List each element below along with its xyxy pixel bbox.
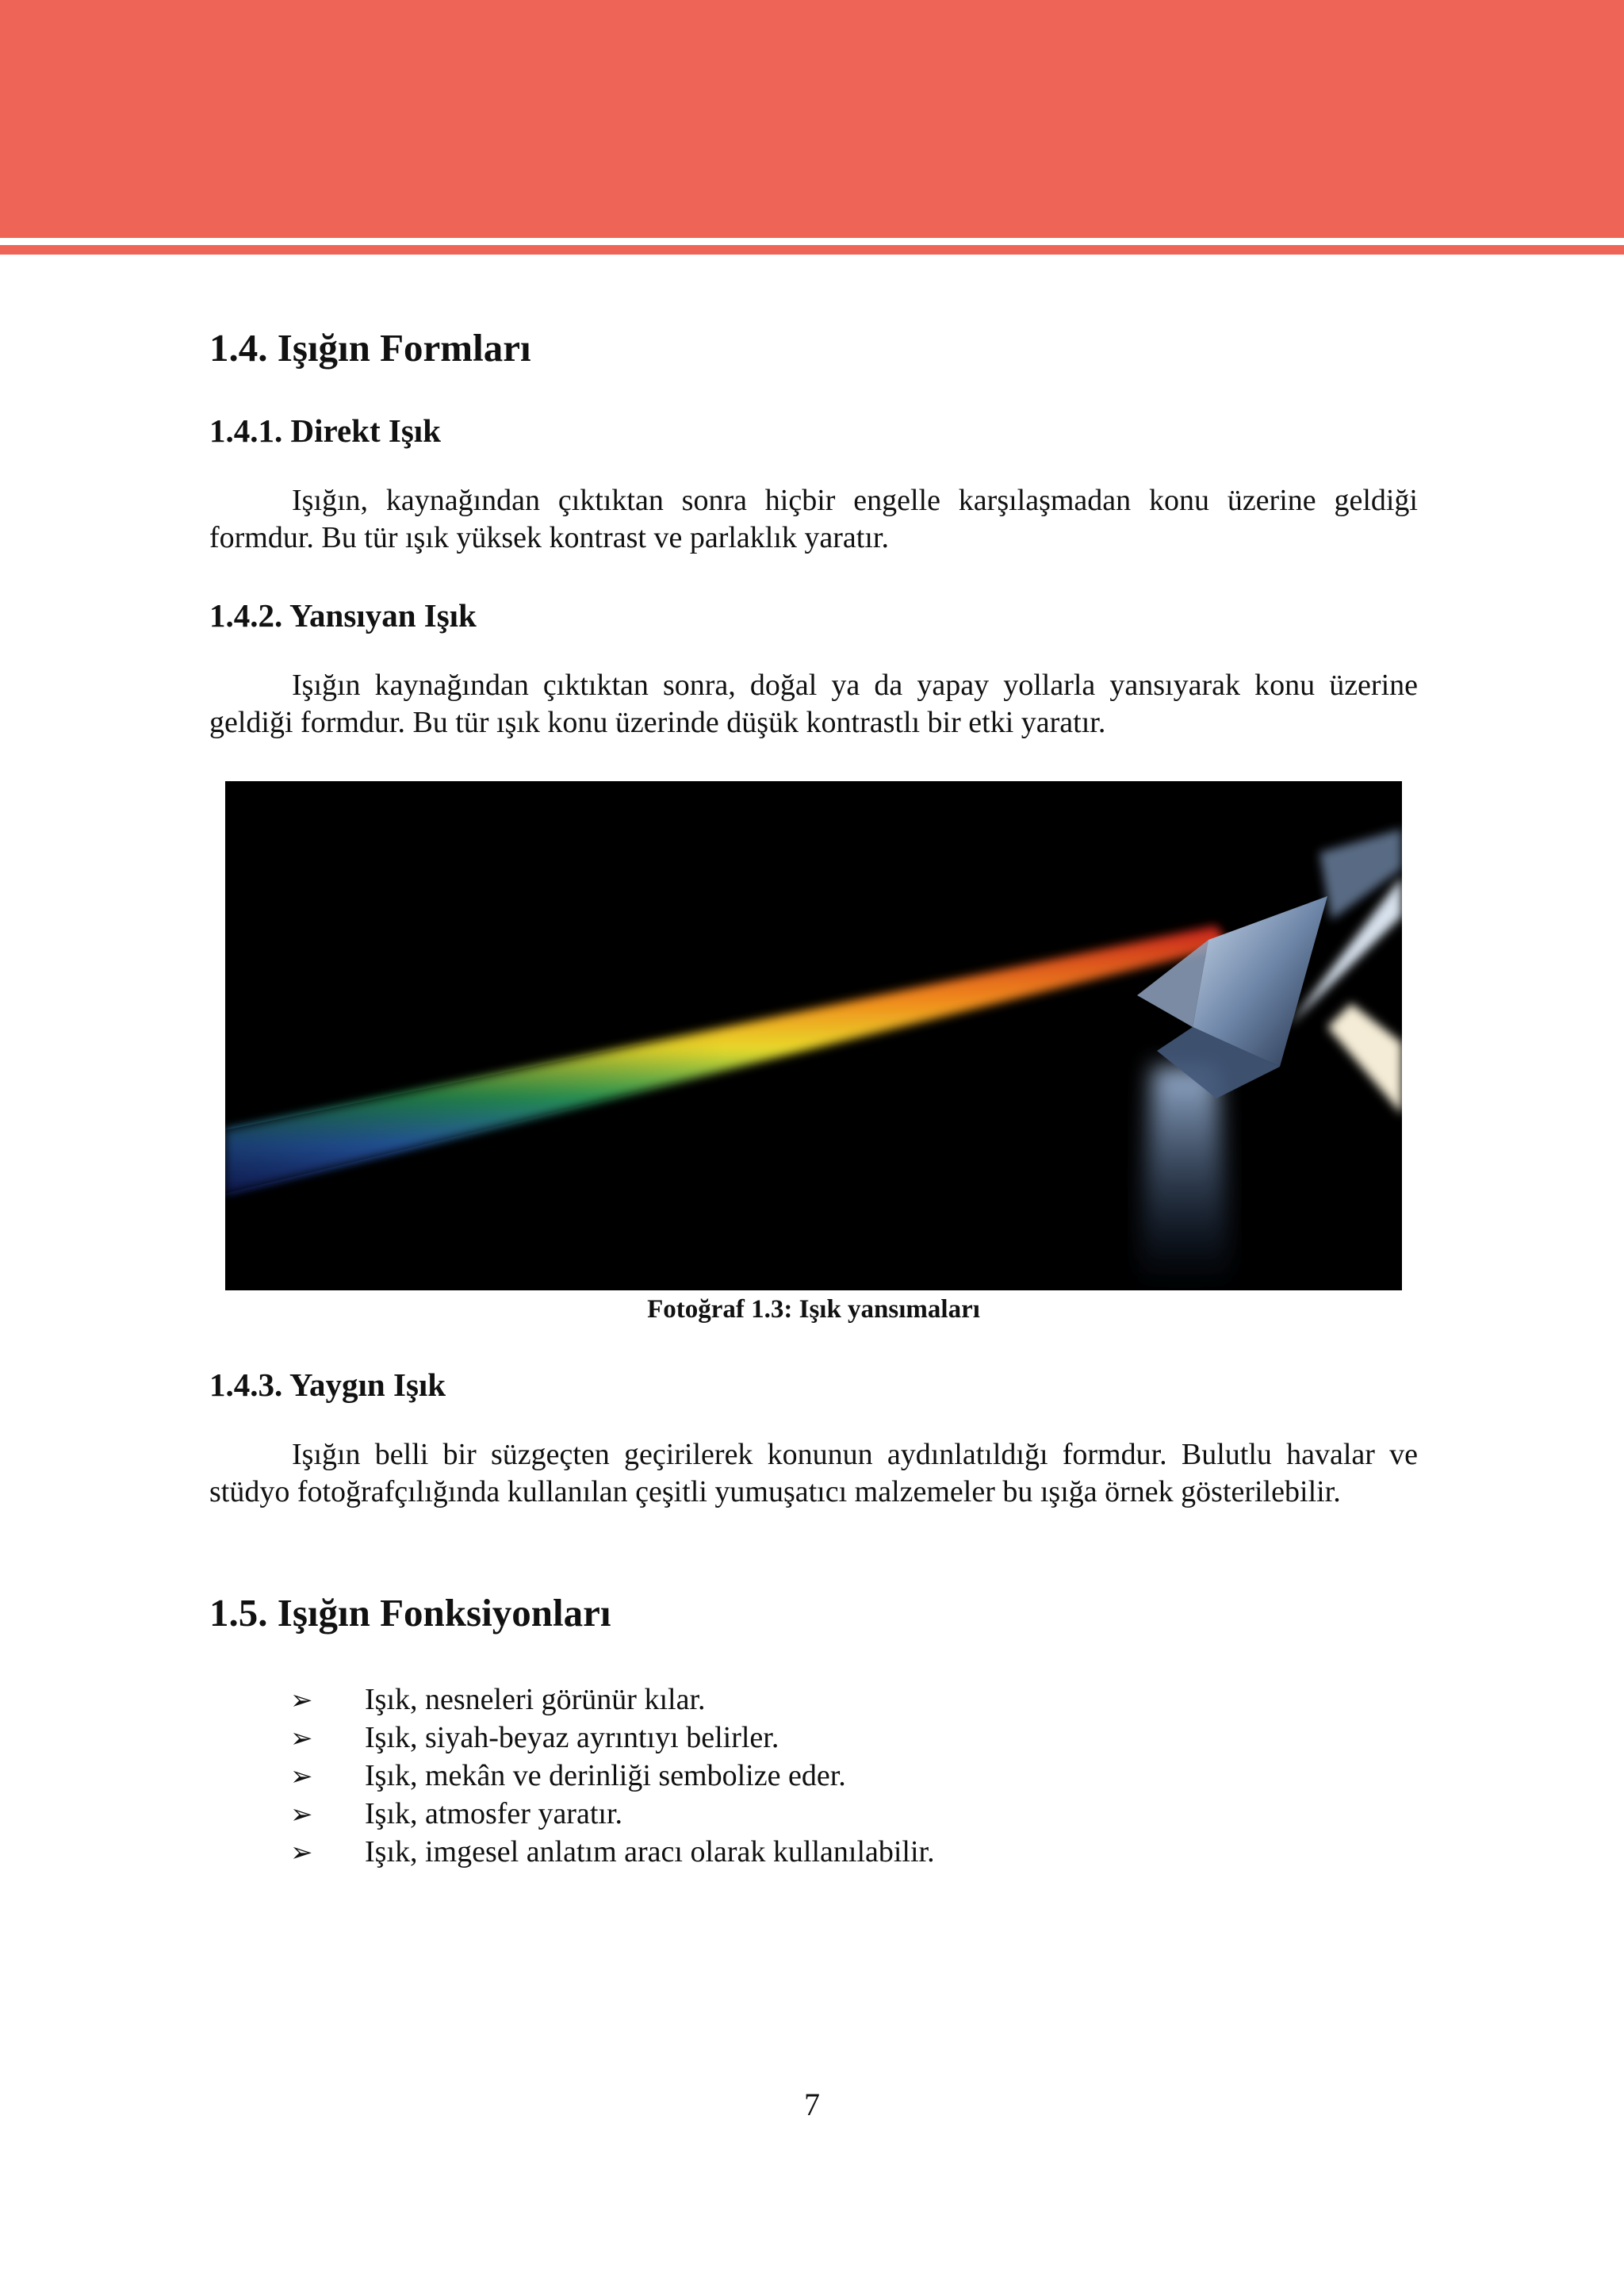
list-item-text: Işık, imgesel anlatım aracı olarak kullanılabilir. xyxy=(365,1835,935,1869)
paragraph-direct-light: Işığın, kaynağından çıktıktan sonra hiçbir engelle karşılaşmadan konu üzerine geldiği formdur. Bu tür ışık yüksek kontrast ve parlaklık yaratır. xyxy=(209,483,1418,554)
list-item-text: Işık, siyah-beyaz ayrıntıyı belirler. xyxy=(365,1721,779,1755)
subheading-reflected-light: 1.4.2. Yansıyan Işık xyxy=(209,596,477,634)
subheading-direct-light: 1.4.1. Direkt Işık xyxy=(209,412,441,449)
section-heading-1-4: 1.4. Işığın Formları xyxy=(209,326,531,370)
functions-list xyxy=(290,1681,1418,1872)
page-content xyxy=(209,325,1418,1872)
list-item xyxy=(290,1757,1418,1796)
list-item-text: Işık, nesneleri görünür kılar. xyxy=(365,1683,706,1717)
page-number: 7 xyxy=(804,2087,820,2122)
list-item-text: Işık, mekân ve derinliği sembolize eder. xyxy=(365,1759,846,1793)
header-rule xyxy=(0,245,1624,255)
subheading-diffuse-light: 1.4.3. Yaygın Işık xyxy=(209,1366,446,1404)
figure-caption: Fotoğraf 1.3: Işık yansımaları xyxy=(647,1295,980,1324)
list-item xyxy=(290,1681,1418,1719)
arrow-bullet-icon: ➢ xyxy=(290,1799,313,1831)
paragraph-diffuse-light: Işığın belli bir süzgeçten geçirilerek konunun aydınlatıldığı formdur. Bulutlu havalar ve stüdyo fotoğrafçılığında kullanılan çeşitli yumuşatıcı malzemeler bu ışığa örnek gösterilebilir. xyxy=(209,1438,1418,1509)
arrow-bullet-icon: ➢ xyxy=(290,1761,313,1793)
arrow-bullet-icon: ➢ xyxy=(290,1685,313,1717)
list-item xyxy=(290,1719,1418,1757)
list-item-text: Işık, atmosfer yaratır. xyxy=(365,1797,623,1831)
arrow-bullet-icon: ➢ xyxy=(290,1837,313,1869)
header-banner xyxy=(0,0,1624,238)
figure-prism xyxy=(225,781,1402,1324)
prism-photo xyxy=(225,781,1402,1290)
arrow-bullet-icon: ➢ xyxy=(290,1723,313,1755)
section-heading-1-5: 1.5. Işığın Fonksiyonları xyxy=(209,1591,611,1635)
list-item xyxy=(290,1796,1418,1834)
list-item xyxy=(290,1834,1418,1872)
paragraph-reflected-light: Işığın kaynağından çıktıktan sonra, doğal ya da yapay yollarla yansıyarak konu üzerine geldiği formdur. Bu tür ışık konu üzerinde düşük kontrastlı bir etki yaratır. xyxy=(209,669,1418,740)
